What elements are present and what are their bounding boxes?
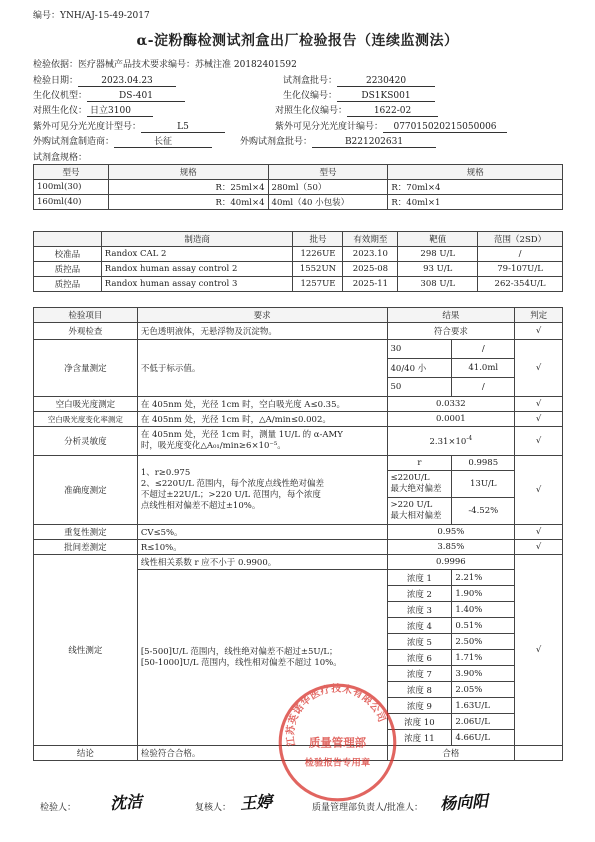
result-blank: 0.0332: [387, 397, 515, 412]
table-cell: Randox human assay control 3: [101, 277, 293, 292]
table-row: [34, 180, 563, 195]
table-cell: 280ml（50）: [268, 180, 388, 195]
approver-label: 质量管理部负责人/批准人：: [312, 803, 424, 813]
table-row: [34, 397, 563, 412]
table-cell: R：25ml×4: [108, 180, 268, 195]
table-cell: 浓度 9: [387, 698, 452, 714]
ref-analyzer-label: 对照生化仪：: [33, 106, 88, 116]
item-blank: 空白吸光度测定: [34, 397, 138, 412]
date-line: [33, 73, 176, 87]
table-cell: 2.06U/L: [452, 714, 515, 730]
results-table-header: [34, 308, 563, 323]
accuracy-rel-label2: 最大相对偏差: [390, 511, 442, 521]
table-cell: 1552UN: [293, 262, 343, 277]
table-cell: 262-354U/L: [478, 277, 563, 292]
uv-no-label: 紫外可见分光光度计编号：: [275, 122, 384, 132]
judge-sensitivity: √: [515, 427, 563, 456]
calibrator-table-header: [34, 232, 563, 247]
req-sensitivity-line1: 在 405nm 处，光径 1cm 时，测量 1U/L 的 α-AMY: [140, 430, 343, 440]
spec-header-spec1: 规格: [108, 165, 268, 180]
results-header-requirement: 要求: [137, 308, 387, 323]
ref-analyzer-no-label: 对照生化仪编号：: [275, 106, 348, 116]
cal-header-lot: 批号: [293, 232, 343, 247]
analyzer-model-label: 生化仪机型：: [33, 91, 88, 101]
req-accuracy: [137, 456, 387, 525]
table-cell: /: [478, 247, 563, 262]
table-cell: 浓度 4: [387, 618, 452, 634]
results-header-item: 检验项目: [34, 308, 138, 323]
table-row: [34, 746, 563, 761]
item-linearity: 线性测定: [34, 555, 138, 746]
item-sensitivity: 分析灵敏度: [34, 427, 138, 456]
table-cell: 校准品: [34, 247, 102, 262]
table-cell: 298 U/L: [398, 247, 478, 262]
table-row: [34, 540, 563, 555]
result-conclusion: 合格: [387, 746, 515, 761]
inspector-label: 检验人：: [40, 803, 77, 813]
req-volume: 不低于标示值。: [137, 340, 387, 397]
result-sensitivity-exponent: -4: [466, 435, 473, 443]
uv-model-line: [33, 119, 225, 133]
table-cell: 3.90%: [452, 666, 515, 682]
table-cell: 4.66U/L: [452, 730, 515, 746]
table-cell: 100ml(30): [34, 180, 109, 195]
spec-label: 试剂盒规格：: [33, 153, 88, 163]
cal-header-blank: [34, 232, 102, 247]
spec-header-model1: 型号: [34, 165, 109, 180]
req-appearance: 无色透明液体，无悬浮物及沉淀物。: [137, 323, 387, 340]
table-cell: 浓度 6: [387, 650, 452, 666]
table-cell: 50: [387, 378, 452, 397]
spec-table: [33, 164, 563, 210]
ref-analyzer-no-value: 1622-02: [347, 106, 438, 117]
req-accuracy-line4: 点线性相对偏差不超过±10%。: [140, 501, 261, 511]
stamp-bottom-text: 检验报告专用章: [304, 757, 371, 769]
item-volume: 净含量测定: [34, 340, 138, 397]
judge-appearance: √: [515, 323, 563, 340]
lot-value: 2230420: [337, 76, 435, 87]
table-cell: 93 U/L: [398, 262, 478, 277]
spec-header-model2: 型号: [268, 165, 388, 180]
result-batch: 3.85%: [387, 540, 515, 555]
basis-value: 医疗器械产品技术要求编号：苏械注准 20182401592: [78, 60, 297, 70]
judge-repeat: √: [515, 525, 563, 540]
ref-analyzer-value: 日立3100: [87, 103, 153, 117]
judge-volume: √: [515, 340, 563, 397]
cal-header-range: 范围（2SD）: [478, 232, 563, 247]
basis-line: [33, 57, 297, 70]
table-cell: R：40ml×4: [108, 195, 268, 210]
table-cell: 0.51%: [452, 618, 515, 634]
result-blank-rate: 0.0001: [387, 412, 515, 427]
cal-header-target: 靶值: [398, 232, 478, 247]
table-cell: 2025-08: [343, 262, 398, 277]
date-label: 检验日期：: [33, 76, 79, 86]
table-cell: 浓度 8: [387, 682, 452, 698]
result-repeat: 0.95%: [387, 525, 515, 540]
analyzer-no-line: [283, 88, 435, 102]
results-table: [33, 307, 563, 761]
cal-header-maker: 制造商: [101, 232, 293, 247]
item-accuracy: 准确度测定: [34, 456, 138, 525]
table-cell: 160ml(40): [34, 195, 109, 210]
reviewer-signature: 王婷: [239, 791, 273, 814]
req-sensitivity-line2: 时，吸光度变化△A₀₁/min≥6×10⁻⁵。: [140, 441, 286, 451]
req-batch: R≤10%。: [137, 540, 387, 555]
judge-blank: √: [515, 397, 563, 412]
results-header-judgement: 判定: [515, 308, 563, 323]
req-blank: 在 405nm 处，光径 1cm 时，空白吸光度 A≤0.35。: [137, 397, 387, 412]
table-cell: 2.21%: [452, 570, 515, 586]
table-cell: -4.52%: [452, 498, 515, 525]
uv-no-line: [275, 119, 507, 133]
document-number: 编号：YNH/AJ-15-49-2017: [33, 11, 150, 21]
inspector-signature: 沈洁: [109, 791, 143, 814]
analyzer-model-line: [33, 88, 185, 102]
table-cell: 1.63U/L: [452, 698, 515, 714]
table-row: [34, 277, 563, 292]
judge-accuracy: √: [515, 456, 563, 525]
table-cell: 2.50%: [452, 634, 515, 650]
table-cell: 质控品: [34, 262, 102, 277]
kit-maker-label: 外购试剂盒制造商：: [33, 137, 115, 147]
table-cell: R：70ml×4: [388, 180, 563, 195]
stamp-center-text: 质量管理部: [308, 735, 367, 750]
analyzer-no-label: 生化仪编号：: [283, 91, 338, 101]
table-cell: 13U/L: [452, 471, 515, 498]
analyzer-no-value: DS1KS001: [337, 91, 435, 102]
approver-signature: 杨向阳: [439, 791, 489, 814]
table-cell: Randox CAL 2: [101, 247, 293, 262]
table-cell: R：40ml×1: [388, 195, 563, 210]
table-cell: 浓度 11: [387, 730, 452, 746]
req-blank-rate: 在 405nm 处，光径 1cm 时，△A/min≤0.002。: [137, 412, 387, 427]
table-cell: 1.90%: [452, 586, 515, 602]
judge-conclusion: [515, 746, 563, 761]
table-cell: 0.9985: [452, 456, 515, 471]
table-row: [34, 195, 563, 210]
table-row: [34, 427, 563, 456]
table-row: [34, 323, 563, 340]
cal-header-expiry: 有效期至: [343, 232, 398, 247]
item-conclusion: 结论: [34, 746, 138, 761]
table-cell: 41.0ml: [452, 359, 515, 378]
accuracy-abs-label2: 最大绝对偏差: [390, 484, 442, 494]
result-linearity-r: 0.9996: [387, 555, 515, 570]
ref-analyzer-no-line: [275, 103, 438, 117]
results-header-result: 结果: [387, 308, 515, 323]
kit-lot-value: B221202631: [312, 137, 436, 148]
table-cell: 浓度 5: [387, 634, 452, 650]
req-accuracy-line2: 2、≤220U/L 范围内，每个浓度点线性绝对偏差: [140, 479, 324, 489]
report-title: α-淀粉酶检测试剂盒出厂检验报告（连续监测法）: [136, 33, 459, 49]
spec-table-header: [34, 165, 563, 180]
table-cell: 浓度 2: [387, 586, 452, 602]
table-cell: r: [387, 456, 452, 471]
table-cell: 308 U/L: [398, 277, 478, 292]
item-appearance: 外观检查: [34, 323, 138, 340]
table-row: [34, 525, 563, 540]
req-linearity: [137, 570, 387, 746]
table-cell: 1226UE: [293, 247, 343, 262]
table-cell: 1.71%: [452, 650, 515, 666]
lot-line: [283, 73, 435, 87]
table-cell: 浓度 3: [387, 602, 452, 618]
req-accuracy-line1: 1、r≥0.975: [140, 468, 191, 478]
table-row: [34, 262, 563, 277]
req-repeat: CV≤5%。: [137, 525, 387, 540]
table-cell: 浓度 1: [387, 570, 452, 586]
table-row: [34, 412, 563, 427]
kit-lot-label: 外购试剂盒批号：: [240, 137, 313, 147]
table-cell: 2.05%: [452, 682, 515, 698]
table-cell: /: [452, 340, 515, 359]
req-linearity-line2: [50-1000]U/L 范围内，线性相对偏差不超过 10%。: [140, 657, 342, 668]
date-value: 2023.04.23: [78, 76, 176, 87]
req-sensitivity: [137, 427, 387, 456]
table-cell: 2025-11: [343, 277, 398, 292]
table-row: [34, 247, 563, 262]
table-row: [34, 456, 563, 471]
calibrator-table: [33, 231, 563, 292]
table-cell: 40/40 小: [387, 359, 452, 378]
uv-model-label: 紫外可见分光光度计型号：: [33, 122, 142, 132]
result-sensitivity-base: 2.31×10: [429, 436, 467, 447]
table-cell: 30: [387, 340, 452, 359]
reviewer-label: 复核人：: [195, 803, 232, 813]
lot-label: 试剂盒批号：: [283, 76, 338, 86]
stamp-arc-text: 江苏英诺华医疗技术有限公司: [285, 683, 388, 747]
table-row: [34, 340, 563, 359]
table-cell: /: [452, 378, 515, 397]
accuracy-abs-label1: ≤220U/L: [390, 473, 430, 483]
table-cell: 质控品: [34, 277, 102, 292]
result-sensitivity: [387, 427, 515, 456]
table-cell: 40ml（40 小包装）: [268, 195, 388, 210]
table-cell: 1.40%: [452, 602, 515, 618]
kit-maker-value: 长征: [114, 134, 212, 148]
table-row: [34, 555, 563, 570]
accuracy-rel-label1: >220 U/L: [390, 500, 433, 510]
table-cell: 2023.10: [343, 247, 398, 262]
judge-blank-rate: √: [515, 412, 563, 427]
item-blank-rate: 空白吸光度变化率测定: [34, 412, 138, 427]
kit-lot-line: [240, 134, 436, 148]
judge-linearity: √: [515, 555, 563, 746]
basis-label: 检验依据：: [33, 60, 79, 70]
table-cell: [387, 498, 452, 525]
table-cell: 79-107U/L: [478, 262, 563, 277]
result-appearance: 符合要求: [387, 323, 515, 340]
req-linearity-line1: [5-500]U/L 范围内，线性绝对偏差不超过±5U/L；: [140, 646, 338, 657]
kit-maker-line: [33, 134, 212, 148]
item-repeat: 重复性测定: [34, 525, 138, 540]
req-accuracy-line3: 不超过±22U/L；>220 U/L 范围内，每个浓度: [140, 490, 321, 500]
table-cell: [387, 471, 452, 498]
table-cell: 浓度 10: [387, 714, 452, 730]
spec-header-spec2: 规格: [388, 165, 563, 180]
table-cell: 浓度 7: [387, 666, 452, 682]
table-cell: Randox human assay control 2: [101, 262, 293, 277]
req-conclusion: 检验符合合格。: [137, 746, 387, 761]
judge-batch: √: [515, 540, 563, 555]
table-cell: 1257UE: [293, 277, 343, 292]
req-linearity-top: 线性相关系数 r 应不小于 0.9900。: [137, 555, 387, 570]
item-batch: 批间差测定: [34, 540, 138, 555]
uv-no-value: 077015020215050006: [383, 122, 507, 133]
uv-model-value: L5: [141, 122, 225, 133]
analyzer-model-value: DS-401: [87, 91, 185, 102]
ref-analyzer-line: [33, 103, 153, 117]
